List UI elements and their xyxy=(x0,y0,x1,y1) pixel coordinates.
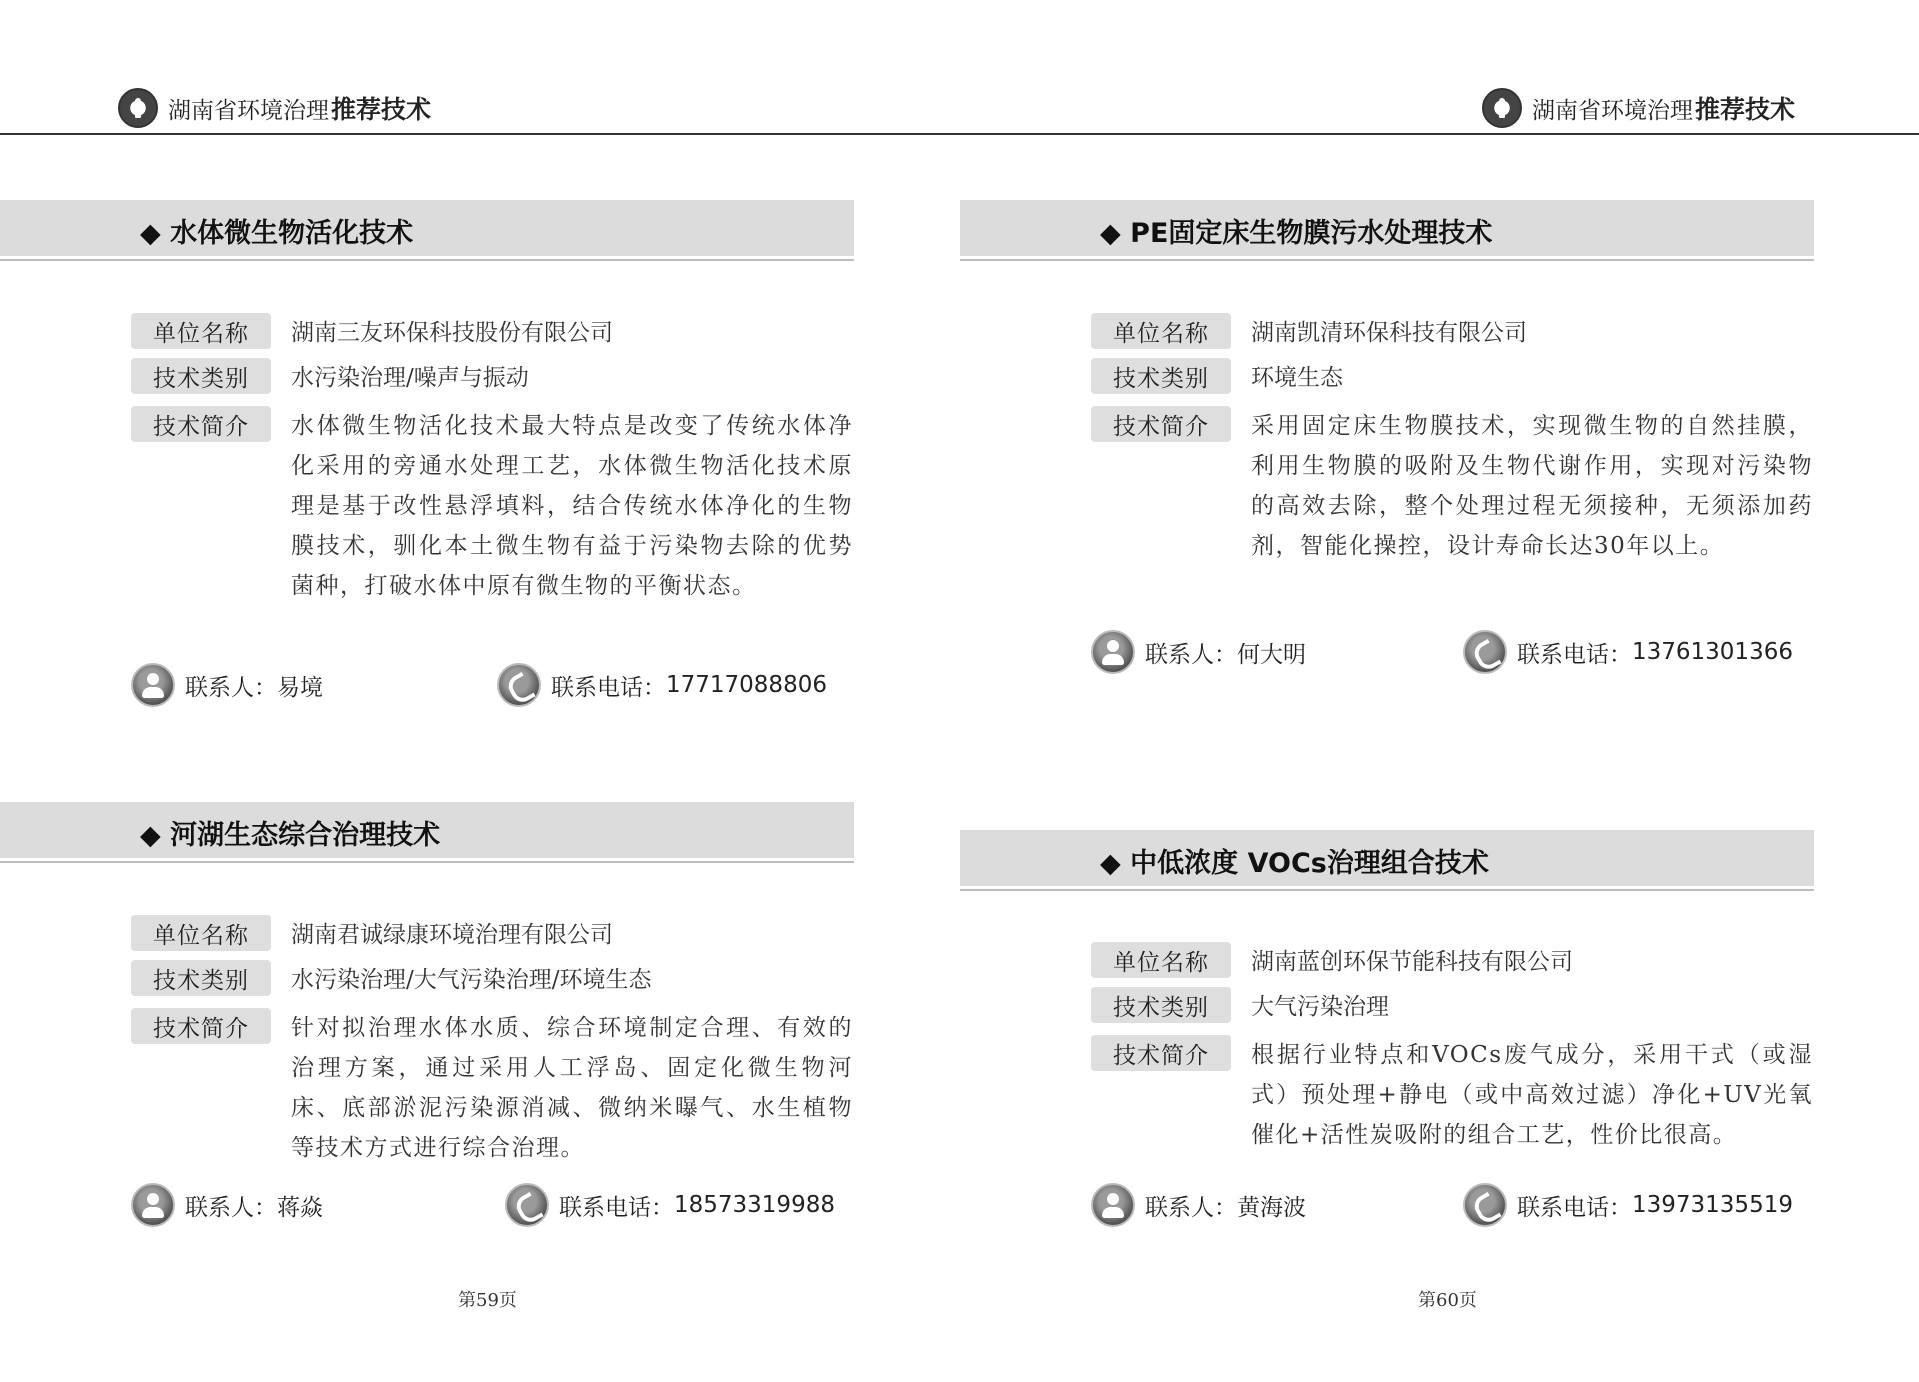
contact-label: 联系人： xyxy=(185,1194,277,1221)
phone-label: 联系电话： xyxy=(551,674,666,701)
section-title-bar xyxy=(0,200,854,256)
category-label: 技术类别 xyxy=(131,358,271,394)
category-value: 大气污染治理 xyxy=(1251,994,1389,1020)
section-title: ◆ 河湖生态综合治理技术 xyxy=(140,820,441,851)
contact-person xyxy=(1091,1183,1306,1227)
unit-label: 单位名称 xyxy=(131,915,271,951)
unit-row xyxy=(1091,942,1813,982)
category-row xyxy=(131,960,853,1000)
unit-row xyxy=(131,915,853,955)
intro-row xyxy=(131,1008,853,1168)
category-row xyxy=(1091,358,1813,398)
phone-icon xyxy=(1463,630,1507,674)
unit-value: 湖南三友环保科技股份有限公司 xyxy=(291,320,613,346)
category-value: 水污染治理/大气污染治理/环境生态 xyxy=(291,967,652,993)
phone-label: 联系电话： xyxy=(559,1194,674,1221)
person-icon xyxy=(1091,630,1135,674)
intro-text: 采用固定床生物膜技术，实现微生物的自然挂膜，利用生物膜的吸附及生物代谢作用，实现对污染物的高效去除，整个处理过程无须接种，无须添加药剂，智能化操控，设计寿命长达30年以上。 xyxy=(1251,413,1813,559)
phone-number: 13973135519 xyxy=(1632,1192,1793,1218)
section-title-underline xyxy=(960,259,1814,261)
phone-icon xyxy=(497,663,541,707)
contact-label: 联系人： xyxy=(1145,641,1237,668)
page-number-right: 第60页 xyxy=(1418,1290,1477,1311)
contact-label: 联系人： xyxy=(185,674,277,701)
contact-phone xyxy=(1463,630,1793,674)
category-label: 技术类别 xyxy=(1091,358,1231,394)
logo-icon xyxy=(1482,88,1522,128)
person-icon xyxy=(1091,1183,1135,1227)
header-divider xyxy=(0,133,1919,135)
unit-row xyxy=(1091,313,1813,353)
phone-label: 联系电话： xyxy=(1517,1194,1632,1221)
phone-number: 18573319988 xyxy=(674,1192,835,1218)
contact-person xyxy=(1091,630,1306,674)
brand-strong: 推荐技术 xyxy=(331,95,432,124)
brand-strong: 推荐技术 xyxy=(1695,95,1796,124)
category-value: 水污染治理/噪声与振动 xyxy=(291,365,529,391)
category-row xyxy=(1091,987,1813,1027)
phone-icon xyxy=(1463,1183,1507,1227)
intro-label: 技术简介 xyxy=(131,1008,271,1044)
section-title-underline xyxy=(0,861,854,863)
phone-number: 17717088806 xyxy=(666,672,827,698)
intro-label: 技术简介 xyxy=(1091,406,1231,442)
phone-icon xyxy=(505,1183,549,1227)
category-label: 技术类别 xyxy=(131,960,271,996)
phone-number: 13761301366 xyxy=(1632,639,1793,665)
unit-label: 单位名称 xyxy=(131,313,271,349)
unit-label: 单位名称 xyxy=(1091,942,1231,978)
person-icon xyxy=(131,1183,175,1227)
contact-name: 易境 xyxy=(277,674,323,701)
contact-phone xyxy=(497,663,827,707)
intro-text: 水体微生物活化技术最大特点是改变了传统水体净化采用的旁通水处理工艺，水体微生物活化技术原理是基于改性悬浮填料，结合传统水体净化的生物膜技术，驯化本土微生物有益于污染物去除的优势菌种，打破水体中原有微生物的平衡状态。 xyxy=(291,413,853,599)
section-title: ◆ 中低浓度 VOCs治理组合技术 xyxy=(1100,848,1489,879)
section-title: ◆ PE固定床生物膜污水处理技术 xyxy=(1100,218,1493,249)
intro-text: 根据行业特点和VOCs废气成分，采用干式（或湿式）预处理+静电（或中高效过滤）净化+UV光氧催化+活性炭吸附的组合工艺，性价比很高。 xyxy=(1251,1042,1813,1148)
category-label: 技术类别 xyxy=(1091,987,1231,1023)
contact-label: 联系人： xyxy=(1145,1194,1237,1221)
contact-phone xyxy=(1463,1183,1793,1227)
header-brand-right xyxy=(1482,88,1795,128)
contact-person xyxy=(131,663,323,707)
intro-row xyxy=(131,406,853,606)
person-icon xyxy=(131,663,175,707)
category-row xyxy=(131,358,853,398)
contact-name: 何大明 xyxy=(1237,641,1306,668)
intro-row xyxy=(1091,1035,1813,1155)
page-number-left: 第59页 xyxy=(458,1290,517,1311)
contact-phone xyxy=(505,1183,835,1227)
category-value: 环境生态 xyxy=(1251,365,1343,391)
unit-row xyxy=(131,313,853,353)
intro-text: 针对拟治理水体水质、综合环境制定合理、有效的治理方案，通过采用人工浮岛、固定化微生物河床、底部淤泥污染源消减、微纳米曝气、水生植物等技术方式进行综合治理。 xyxy=(291,1015,853,1161)
unit-value: 湖南君诚绿康环境治理有限公司 xyxy=(291,922,613,948)
brand-text: 湖南省环境治理 xyxy=(168,97,329,124)
contact-name: 蒋焱 xyxy=(277,1194,323,1221)
contact-person xyxy=(131,1183,323,1227)
section-title-underline xyxy=(0,259,854,261)
unit-value: 湖南蓝创环保节能科技有限公司 xyxy=(1251,949,1573,975)
unit-value: 湖南凯清环保科技有限公司 xyxy=(1251,320,1527,346)
intro-label: 技术简介 xyxy=(131,406,271,442)
intro-label: 技术简介 xyxy=(1091,1035,1231,1071)
phone-label: 联系电话： xyxy=(1517,641,1632,668)
section-title-underline xyxy=(960,889,1814,891)
header-brand-left xyxy=(118,88,431,128)
unit-label: 单位名称 xyxy=(1091,313,1231,349)
brand-text: 湖南省环境治理 xyxy=(1532,97,1693,124)
intro-row xyxy=(1091,406,1813,566)
logo-icon xyxy=(118,88,158,128)
section-title: ◆ 水体微生物活化技术 xyxy=(140,218,414,249)
contact-name: 黄海波 xyxy=(1237,1194,1306,1221)
